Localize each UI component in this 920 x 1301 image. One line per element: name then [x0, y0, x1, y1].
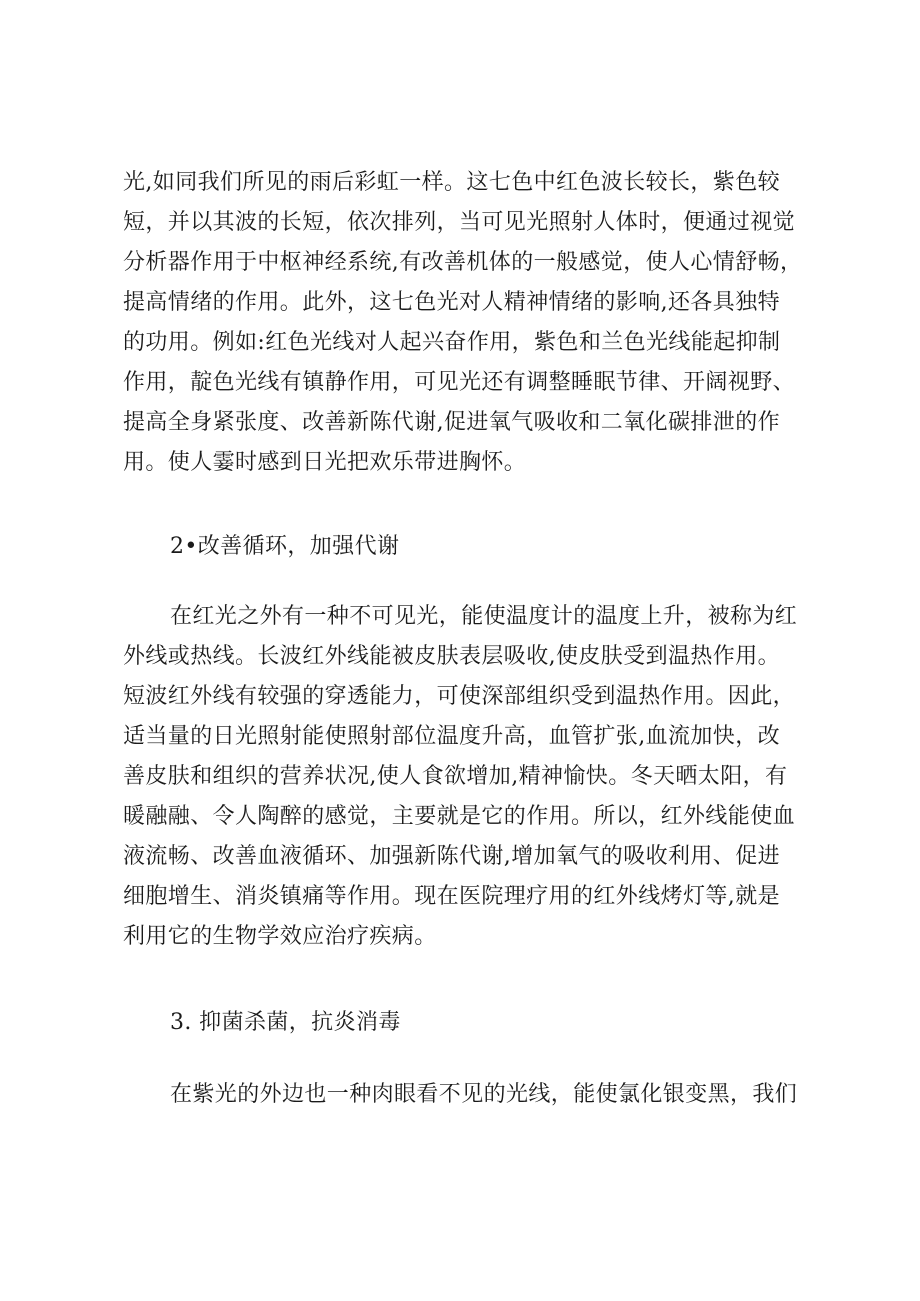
- paragraph-1-line-4: 提高情绪的作用。此外，这七色光对人精神情绪的影响,还各具独特: [123, 290, 780, 315]
- paragraph-1-line-8: 用。使人霎时感到日光把欢乐带进胸怀。: [123, 450, 527, 475]
- paragraph-2-line-9: 利用它的生物学效应治疗疾病。: [123, 924, 437, 949]
- paragraph-1-line-1: 光,如同我们所见的雨后彩虹一样。这七色中红色波长较长，紫色较: [123, 170, 780, 195]
- paragraph-1-line-7: 提高全身紧张度、改善新陈代谢,促进氧气吸收和二氧化碳排泄的作: [123, 410, 780, 435]
- paragraph-2-line-2: 外线或热线。长波红外线能被皮肤表层吸收,使皮肤受到温热作用。: [123, 644, 780, 669]
- section-heading-2: 2•改善循环，加强代谢: [170, 534, 400, 559]
- paragraph-2-line-7: 液流畅、改善血液循环、加强新陈代谢,增加氧气的吸收利用、促进: [123, 844, 780, 869]
- paragraph-2-line-6: 暖融融、令人陶醉的感觉，主要就是它的作用。所以，红外线能使血: [123, 804, 796, 829]
- paragraph-2-line-8: 细胞增生、消炎镇痛等作用。现在医院理疗用的红外线烤灯等,就是: [123, 884, 780, 909]
- paragraph-2-line-4: 适当量的日光照射能使照射部位温度升高，血管扩张,血流加快，改: [123, 724, 780, 749]
- paragraph-3-line-1: 在紫光的外边也一种肉眼看不见的光线，能使氯化银变黑，我们: [170, 1082, 798, 1107]
- paragraph-1-line-5: 的功用。例如:红色光线对人起兴奋作用，紫色和兰色光线能起抑制: [123, 330, 781, 355]
- paragraph-2-line-3: 短波红外线有较强的穿透能力，可使深部组织受到温热作用。因此，: [123, 684, 796, 709]
- paragraph-1-line-6: 作用，靛色光线有镇静作用，可见光还有调整睡眠节律、开阔视野、: [123, 370, 796, 395]
- paragraph-1-line-3: 分析器作用于中枢神经系统,有改善机体的一般感觉，使人心情舒畅，: [123, 250, 803, 275]
- paragraph-2-line-1: 在红光之外有一种不可见光，能使温度计的温度上升，被称为红: [170, 604, 798, 629]
- paragraph-2-line-5: 善皮肤和组织的营养状况,使人食欲增加,精神愉快。冬天晒太阳，有: [123, 764, 788, 789]
- paragraph-1-line-2: 短，并以其波的长短，依次排列，当可见光照射人体时，便通过视觉: [123, 210, 796, 235]
- section-heading-3: 3. 抑菌杀菌，抗炎消毒: [170, 1010, 401, 1035]
